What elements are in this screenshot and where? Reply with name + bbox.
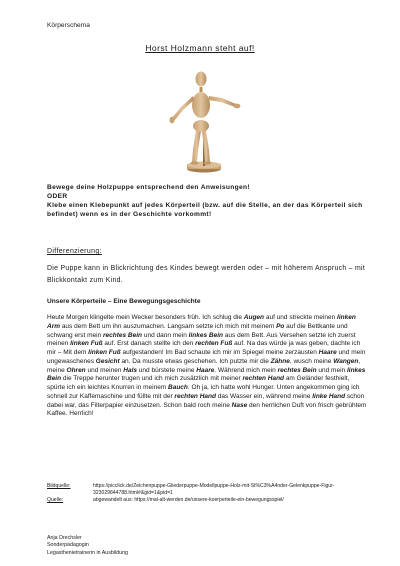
story-segment: den herrlichen Duft von frisch gebrühtem Kaffee. Herrlich! [47,401,367,418]
differentiation-text: Die Puppe kann in Blickrichtung des Kindes bewegt werden oder – mit höherem Anspruch – mit Blickkontakt zum Kind. [47,265,366,284]
story-segment: und meinen [85,366,124,374]
body-part-term: rechten Fuß [195,340,233,348]
story-segment: Heute Morgen klingelte mein Wecker besonders früh. Ich schlug die [47,314,244,321]
story-segment: . Oh ja, ich hatte wohl Hunger. Unten angekommen ging ich schnell zur Kaffemaschine und füllte mit der [47,384,360,400]
body-part-term: linkes Bein [188,331,223,339]
body-part-term: Zähne [270,357,290,365]
story-segment: am Geländer festhielt, spürte ich ein leichtes Knurren in meinem [47,375,350,391]
body-part-term: linke Hand [312,392,346,400]
body-part-term: rechtes Bein [103,331,143,339]
body-part-term: rechten Hand [174,392,216,400]
story-segment: aus dem Bett. Aus Versehen setzte ich zuerst meinen [47,331,356,348]
story-segment: auf und streckte meinen [264,314,338,321]
story-segment: und bürstete meine [137,366,197,374]
text-source-label: Quelle: [47,497,64,503]
story-segment: das Wasser ein, während meine [215,392,313,400]
body-part-term: linkes Bein [47,366,366,383]
story-segment: aus dem Bett um ihn auszumachen. Langsam setzte ich mich mit meinem [60,322,277,330]
body-part-term: rechtes Bein [277,366,317,374]
body-part-term: Hals [123,366,137,374]
image-source-url[interactable]: https://picclick.de/Zeichenpuppe-Gliederpuppe-Modellpuppe-Holz-mit-St%C3%A4nder-Gelenkpuppe-Figur-323029844788.html#&gid=1&pid=1 [93,483,335,496]
story-segment: und dann mein [142,331,189,339]
instruction-line: Bewege deine Holzpuppe entsprechend den Anweisungen! [47,184,250,191]
body-part-term: Gesicht [95,357,120,365]
body-part-term: Haare [196,366,215,374]
story-segment: schon dabei war, das Filterpapier einzusetzen. Schon bald roch meine [47,392,365,409]
body-part-term: linken Fuß [88,349,121,356]
body-part-term: Ohren [66,366,86,374]
differentiation-heading: Differenzierung: [47,248,102,255]
wooden-mannequin-photo [126,58,274,176]
story-heading: Unsere Körperteile – Eine Bewegungsgeschichte [47,298,201,305]
story-text [47,314,369,419]
header-label: Körperschema [47,22,90,29]
task-instructions [47,183,365,219]
author-role: Sonderpädagogin [47,542,89,549]
author-extra: Legasthenietrainerin in Ausbildung [47,549,128,556]
story-segment: auf. Erst danach stellte ich den [102,340,196,348]
story-segment: aufgestanden! Im Bad schaute ich mir im Spiegel meine zerzausten [120,349,319,356]
story-segment: . Während mich mein [214,366,278,374]
body-part-term: Po [276,322,285,330]
instruction-or: ODER [47,193,68,200]
body-part-term: Augen [243,314,265,321]
image-source-label: Bildquelle: [47,483,71,489]
story-segment: und mein [316,366,347,374]
body-part-term: Bauch [168,384,188,391]
instruction-alternative: Klebe einen Klebepunkt auf jedes Körperteil (bzw. auf die Stelle, an der das Körperteil sich befindet) wenn es in der Geschichte vorkommt! [47,202,363,218]
story-segment: an. Da musste etwas geschehen. Ich putzte mir die [119,357,271,365]
story-segment: , wusch meine [289,357,334,365]
body-part-term: Wangen [333,357,359,365]
story-segment: auf die Bettkante und schwang erst mein [47,322,348,339]
document-title: Horst Holzmann steht auf! [145,43,255,53]
story-segment: auf. Na das würde ja was geben, dachte ich mir – Mit dem [47,340,361,356]
author-name: Anja Drechsler [47,535,82,541]
author-signature [47,535,128,557]
text-source-url[interactable]: abgewandelt aus: https://mal-alt-werden.de/unsere-koerperteile-ein-bewegungsspiel/ [93,497,284,503]
body-part-term: linken Fuß [70,340,103,348]
body-part-term: rechten Hand [242,375,285,383]
body-part-term: linken Arm [47,314,356,330]
body-part-term: Nase [231,401,248,409]
story-segment: , meine [47,357,361,374]
story-segment: die Treppe herunter trugen und ich mich zusätzlich mit meiner [61,375,243,383]
body-part-term: Haare [318,349,337,356]
story-segment: und mein ungewaschenes [47,349,366,365]
